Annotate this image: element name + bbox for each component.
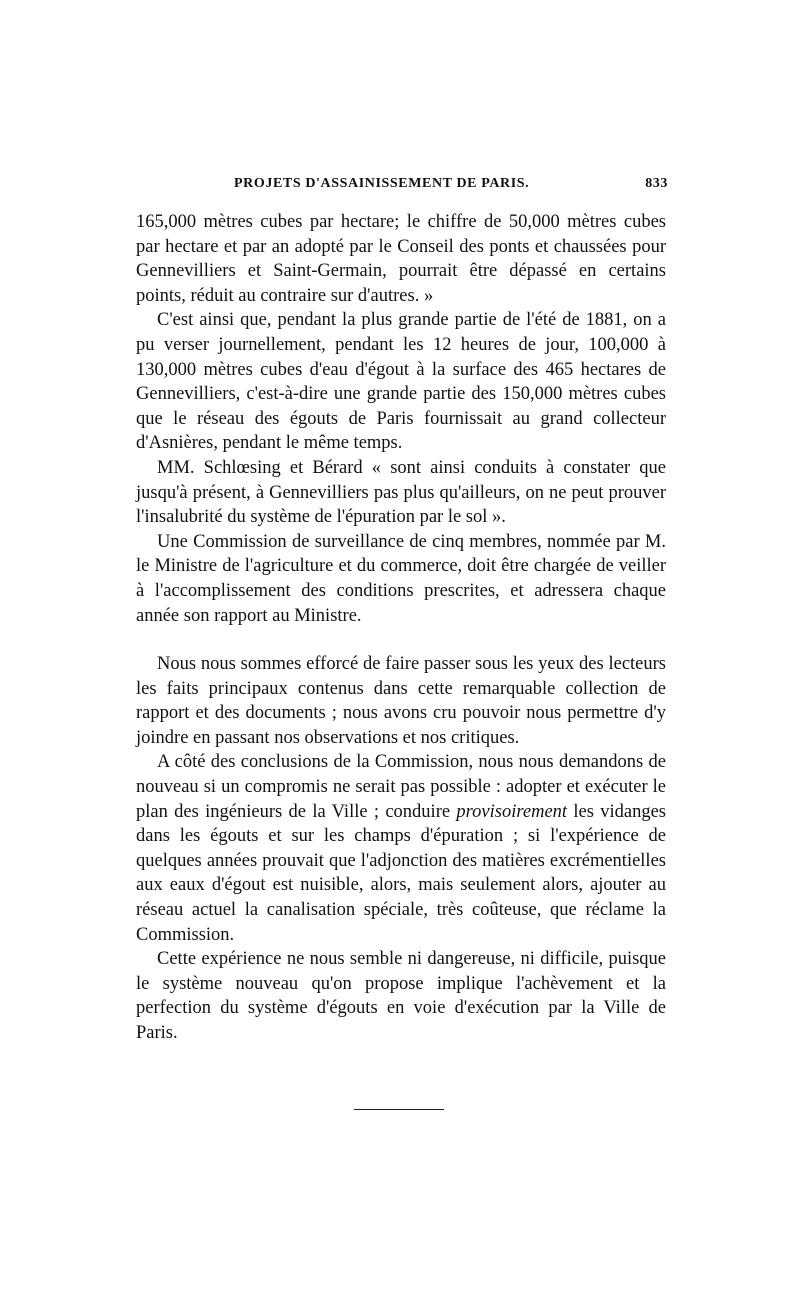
section-end-rule: [354, 1109, 444, 1110]
paragraph-gennevilliers: C'est ainsi que, pendant la plus grande partie de l'été de 1881, on a pu verser journellement, pendant les 12 heures de jour, 100,000 à 130,000 mètres cubes d'eau d'égout à la surface des 465 hectares de Gennevilliers, c'est-à-dire une grande partie des 150,000 mètres cubes que le réseau des égouts de Paris fournissait au grand collecteur d'Asnières, pendant le même temps.: [136, 310, 666, 454]
book-page: [136, 176, 666, 1046]
paragraph-schloesing-berard: MM. Schlœsing et Bérard « sont ainsi conduits à constater que jusqu'à présent, à Gennevilliers pas plus qu'ailleurs, on ne peut prouver l'insalubrité du système de l'épuration par le sol ».: [136, 457, 666, 528]
section-gap: [136, 628, 666, 652]
paragraph-commission: Une Commission de surveillance de cinq membres, nommée par M. le Ministre de l'agriculture et du commerce, doit être chargée de veiller à l'accomplissement des conditions prescrites, et adressera chaque année son rapport au Ministre.: [136, 531, 666, 626]
running-title: PROJETS D'ASSAINISSEMENT DE PARIS.: [234, 176, 530, 191]
compromise-text-start: A côté des conclusions de la Commission, nous nous demandons de nouveau si un compromis ne serait pas possible : adopter et exécuter le plan des ingénieurs de la Ville ; conduire: [136, 752, 666, 822]
body-text: [136, 210, 666, 1046]
emphasis-provisoirement: provisoirement: [456, 801, 568, 822]
paragraph-summary: Nous nous sommes efforcé de faire passer sous les yeux des lecteurs les faits principaux contenus dans cette remarquable collection de rapport et des documents ; nous avons cru pouvoir nous permettre d'y joindre en passant nos observations et nos critiques.: [136, 654, 666, 748]
paragraph-compromise: [136, 750, 666, 947]
paragraph-continuation: 165,000 mètres cubes par hectare; le chiffre de 50,000 mètres cubes par hectare et par an adopté par le Conseil des ponts et chaussées pour Gennevilliers et Saint-Germain, pourrait être dépassé en certains points, réduit au contraire sur d'autres. »: [136, 212, 666, 306]
page-number: 833: [645, 176, 668, 191]
paragraph-conclusion: Cette expérience ne nous semble ni dangereuse, ni difficile, puisque le système nouveau qu'on propose implique l'achèvement et la perfection du système d'égouts en voie d'exécution par la Ville de Paris.: [136, 949, 666, 1043]
compromise-text-end: les vidanges dans les égouts et sur les champs d'épuration ; si l'expérience de quelques années prouvait que l'adjonction des matières excrémentielles aux eaux d'égout est nuisible, alors, mais seulement alors, ajouter au réseau actuel la canalisation spéciale, très coûteuse, que réclame la Commission.: [136, 801, 667, 945]
running-header: [136, 176, 666, 202]
